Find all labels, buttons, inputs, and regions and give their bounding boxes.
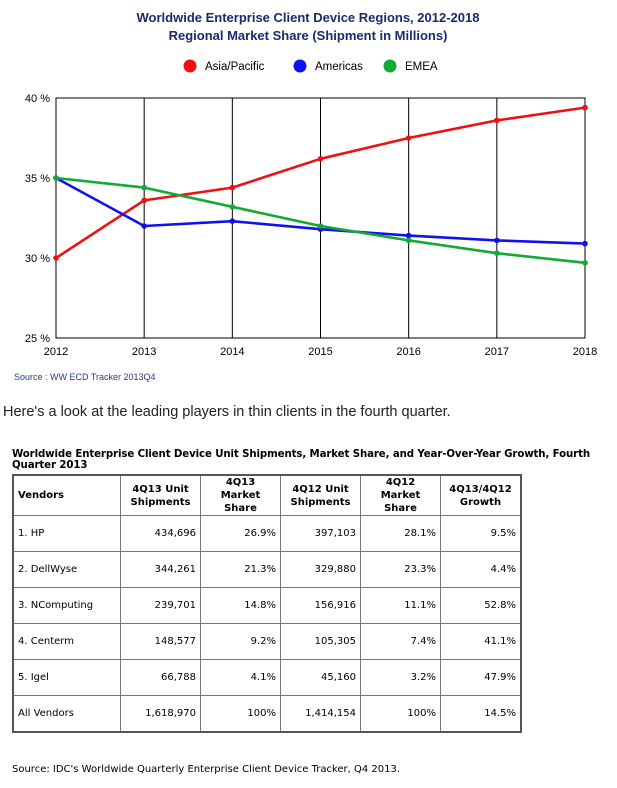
table-row-total xyxy=(13,696,521,733)
header-4q13-share: 4Q13 Market Share xyxy=(201,475,281,516)
cell-growth: 9.5% xyxy=(441,516,522,552)
cell-4q12-share: 100% xyxy=(361,696,441,733)
legend-label: Americas xyxy=(315,61,363,73)
x-tick-label: 2013 xyxy=(131,346,157,358)
cell-4q12-shipments: 329,880 xyxy=(281,552,361,588)
y-tick-label: 35 % xyxy=(24,173,50,185)
header-growth: 4Q13/4Q12 Growth xyxy=(441,475,522,516)
data-point xyxy=(406,135,412,141)
cell-4q12-shipments: 397,103 xyxy=(281,516,361,552)
table-row xyxy=(13,624,521,660)
y-tick-label: 25 % xyxy=(24,333,50,345)
data-point xyxy=(406,233,412,239)
cell-4q13-shipments: 344,261 xyxy=(121,552,201,588)
legend-marker xyxy=(184,60,197,73)
footer-source: Source: IDC's Worldwide Quarterly Enterprise Client Device Tracker, Q4 2013. xyxy=(12,764,401,775)
x-tick-label: 2014 xyxy=(220,346,245,358)
legend-marker xyxy=(294,60,307,73)
data-point xyxy=(582,105,588,111)
data-point xyxy=(494,250,500,256)
legend-label: Asia/Pacific xyxy=(205,61,265,73)
table-row xyxy=(13,552,521,588)
data-point xyxy=(230,218,236,224)
cell-growth: 47.9% xyxy=(441,660,522,696)
cell-vendor: 3. NComputing xyxy=(13,588,121,624)
cell-4q13-share: 100% xyxy=(201,696,281,733)
data-point xyxy=(141,198,147,204)
x-tick-label: 2012 xyxy=(43,346,69,358)
table-title: Worldwide Enterprise Client Device Unit Shipments, Market Share, and Year-Over-Year Growth, Fourth Quarter 2013 xyxy=(12,449,591,471)
cell-4q12-share: 3.2% xyxy=(361,660,441,696)
chart-title: Worldwide Enterprise Client Device Regions, 2012-2018 xyxy=(136,10,480,25)
cell-4q12-share: 7.4% xyxy=(361,624,441,660)
data-point xyxy=(582,260,588,266)
data-point xyxy=(230,204,236,210)
cell-4q12-shipments: 105,305 xyxy=(281,624,361,660)
x-tick-label: 2018 xyxy=(572,346,598,358)
data-point xyxy=(406,238,412,244)
cell-vendor: 1. HP xyxy=(13,516,121,552)
cell-4q13-shipments: 239,701 xyxy=(121,588,201,624)
cell-4q13-shipments: 148,577 xyxy=(121,624,201,660)
data-point xyxy=(582,241,588,247)
data-point xyxy=(141,185,147,191)
cell-growth: 52.8% xyxy=(441,588,522,624)
cell-4q12-shipments: 45,160 xyxy=(281,660,361,696)
data-point xyxy=(53,255,59,261)
legend-label: EMEA xyxy=(405,61,438,73)
table-header-row xyxy=(13,475,521,516)
cell-growth: 4.4% xyxy=(441,552,522,588)
y-tick-label: 30 % xyxy=(24,253,50,265)
shipments-table-block xyxy=(12,449,617,733)
cell-4q13-share: 21.3% xyxy=(201,552,281,588)
cell-vendor: 5. Igel xyxy=(13,660,121,696)
header-4q12-shipments: 4Q12 Unit Shipments xyxy=(281,475,361,516)
x-tick-label: 2017 xyxy=(484,346,510,358)
cell-4q13-share: 9.2% xyxy=(201,624,281,660)
y-tick-label: 40 % xyxy=(24,93,50,105)
cell-growth: 14.5% xyxy=(441,696,522,733)
cell-4q12-share: 23.3% xyxy=(361,552,441,588)
table-row xyxy=(13,516,521,552)
intro-text: Here's a look at the leading players in thin clients in the fourth quarter. xyxy=(3,404,451,420)
cell-4q12-share: 28.1% xyxy=(361,516,441,552)
cell-4q13-share: 4.1% xyxy=(201,660,281,696)
legend-marker xyxy=(384,60,397,73)
data-point xyxy=(230,185,236,191)
cell-vendor: All Vendors xyxy=(13,696,121,733)
header-vendors: Vendors xyxy=(13,475,121,516)
cell-4q13-shipments: 434,696 xyxy=(121,516,201,552)
cell-4q13-share: 26.9% xyxy=(201,516,281,552)
x-tick-label: 2015 xyxy=(308,346,333,358)
cell-4q12-shipments: 156,916 xyxy=(281,588,361,624)
cell-4q12-share: 11.1% xyxy=(361,588,441,624)
data-point xyxy=(318,223,324,229)
data-point xyxy=(318,156,324,162)
cell-4q13-share: 14.8% xyxy=(201,588,281,624)
header-4q12-share: 4Q12 Market Share xyxy=(361,475,441,516)
cell-vendor: 4. Centerm xyxy=(13,624,121,660)
chart-source: Source : WW ECD Tracker 2013Q4 xyxy=(14,372,156,382)
x-tick-label: 2016 xyxy=(396,346,421,358)
shipments-table xyxy=(12,474,522,733)
cell-vendor: 2. DellWyse xyxy=(13,552,121,588)
data-point xyxy=(141,223,147,229)
data-point xyxy=(494,238,500,244)
data-point xyxy=(494,118,500,124)
data-point xyxy=(53,175,59,181)
cell-growth: 41.1% xyxy=(441,624,522,660)
cell-4q13-shipments: 1,618,970 xyxy=(121,696,201,733)
chart-subtitle: Regional Market Share (Shipment in Millions) xyxy=(168,28,448,43)
table-row xyxy=(13,660,521,696)
cell-4q12-shipments: 1,414,154 xyxy=(281,696,361,733)
header-4q13-shipments: 4Q13 Unit Shipments xyxy=(121,475,201,516)
cell-4q13-shipments: 66,788 xyxy=(121,660,201,696)
table-row xyxy=(13,588,521,624)
